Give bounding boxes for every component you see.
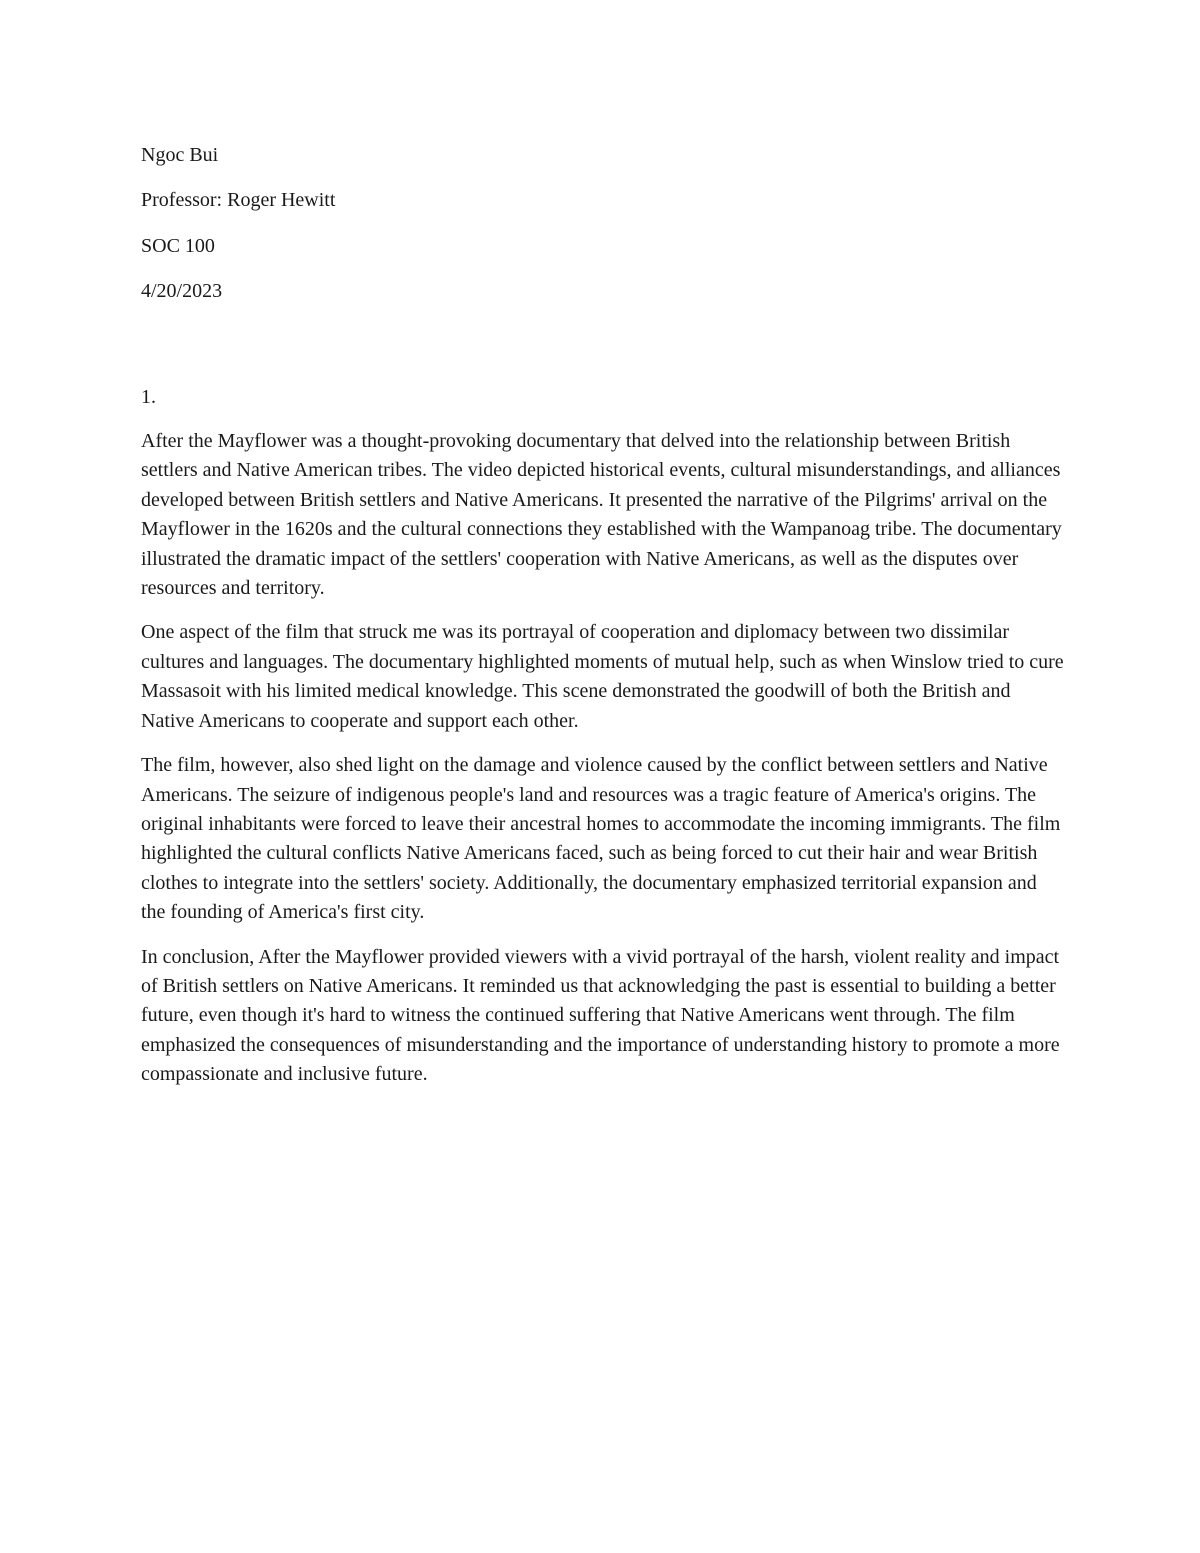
paragraph-cooperation: One aspect of the film that struck me was its portrayal of cooperation and diplomacy between two dissimilar cultures and languages. The documentary highlighted moments of mutual help, such as when Winslow tried to cure Massasoit with his limited medical knowledge. This scene demonstrated the goodwill of both the British and Native Americans to cooperate and support each other. — [141, 621, 1064, 732]
document-content — [141, 141, 1066, 1105]
paragraph-summary: After the Mayflower was a thought-provoking documentary that delved into the relationship between British settlers and Native American tribes. The video depicted historical events, cultural misunderstandings, and alliances developed between British settlers and Native Americans. It presented the narrative of the Pilgrims' arrival on the Mayflower in the 1620s and the cultural connections they established with the Wampanoag tribe. The documentary illustrated the dramatic impact of the settlers' cooperation with Native Americans, as well as the disputes over resources and territory. — [141, 430, 1062, 600]
submission-date: 4/20/2023 — [141, 280, 223, 303]
course-code: SOC 100 — [141, 234, 215, 257]
professor-line: Professor: Roger Hewitt — [141, 189, 336, 212]
paragraph-conclusion: In conclusion, After the Mayflower provided viewers with a vivid portrayal of the harsh, violent reality and impact of British settlers on Native Americans. It reminded us that acknowledging the past is essential to building a better future, even though it's hard to witness the continued suffering that Native Americans went through. The film emphasized the consequences of misunderstanding and the importance of understanding history to promote a more compassionate and inclusive future. — [141, 945, 1060, 1086]
question-number: 1. — [141, 385, 156, 408]
header-spacer — [141, 323, 1066, 383]
student-name: Ngoc Bui — [141, 144, 219, 166]
paragraph-conflict: The film, however, also shed light on the damage and violence caused by the conflict between settlers and Native Americans. The seizure of indigenous people's land and resources was a tragic feature of America's origins. The original inhabitants were forced to leave their ancestral homes to accommodate the incoming immigrants. The film highlighted the cultural conflicts Native Americans faced, such as being forced to cut their hair and wear British clothes to integrate into the settlers' society. Additionally, the documentary emphasized territorial expansion and the founding of America's first city. — [141, 754, 1061, 924]
